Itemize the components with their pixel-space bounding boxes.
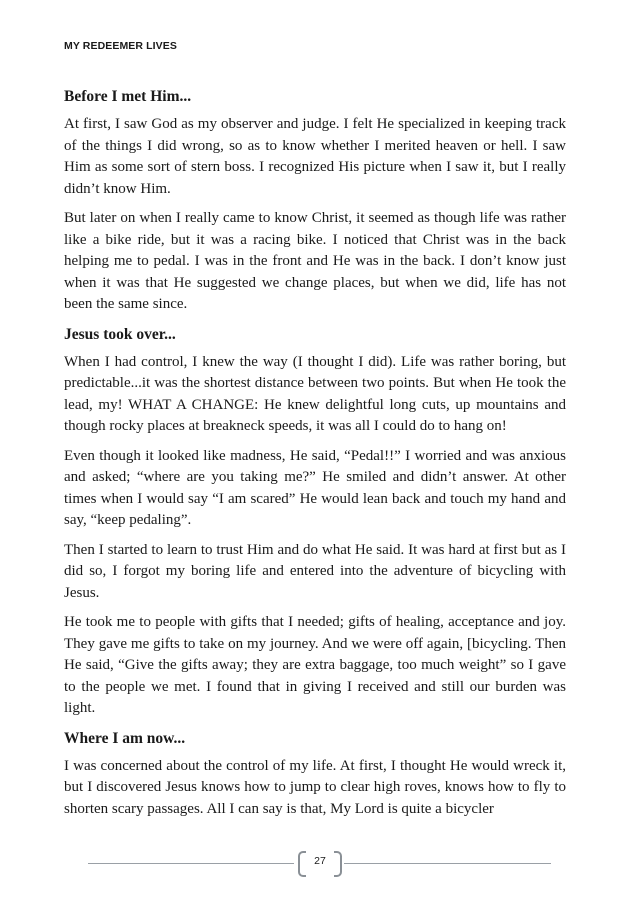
footer-rule-right xyxy=(344,863,551,864)
paragraph: At first, I saw God as my observer and judge. I felt He specialized in keeping track of the things I did wrong, so as to know whether I merited heaven or hell. I saw Him as some sort of stern boss. I recognized His picture when I saw it, but I really didn’t know Him. xyxy=(64,116,566,197)
section-heading: Before I met Him... xyxy=(64,88,192,105)
page-footer xyxy=(0,850,638,876)
section-heading: Jesus took over... xyxy=(64,325,176,343)
right-bracket-ornament xyxy=(334,851,342,877)
footer-rule-left xyxy=(88,863,294,864)
left-bracket-ornament xyxy=(298,851,306,877)
page-number: 27 xyxy=(314,855,326,867)
running-header: MY REDEEMER LIVES xyxy=(64,40,177,52)
section-before-i-met-him xyxy=(64,86,566,316)
section-where-i-am-now xyxy=(64,728,566,821)
paragraph: He took me to people with gifts that I needed; gifts of healing, acceptance and joy. They gave me gifts to take on my journey. And we were off again, [bicycling. Then He said, “Give the gifts away; they are extra baggage, too much weight” so I gave to the people we met. I found that in giving I received and still our burden was light. xyxy=(64,614,566,716)
section-jesus-took-over xyxy=(64,324,566,720)
paragraph: I was concerned about the control of my life. At first, I thought He would wreck it, but I discovered Jesus knows how to jump to clear high roves, knows how to fly to shorten scary passages. All I can say is that, My Lord is quite a bicycler xyxy=(64,757,566,817)
paragraph: But later on when I really came to know Christ, it seemed as though life was rather like a bike ride, but it was a racing bike. I noticed that Christ was in the back helping me to pedal. I was in the front and He was in the back. I don’t know just when it was that He suggested we change places, but when we did, life has not been the same since. xyxy=(64,210,566,312)
paragraph: When I had control, I knew the way (I thought I did). Life was rather boring, but predictable...it was the shortest distance between two points. But when He took the lead, my! WHAT A CHANGE: He knew delightful long cuts, up mountains and though rocky places at breakneck speeds, it was all I could do to hang on! xyxy=(64,353,566,434)
paragraph: Then I started to learn to trust Him and do what He said. It was hard at first but as I did so, I forgot my boring life and entered into the adventure of bicycling with Jesus. xyxy=(64,541,566,601)
paragraph: Even though it looked like madness, He said, “Pedal!!” I worried and was anxious and asked; “where are you taking me?” He smiled and didn’t answer. At other times when I would say “I am scared” He would lean back and touch my hand and say, “keep pedaling”. xyxy=(64,447,566,528)
page-body xyxy=(64,86,566,828)
section-heading: Where I am now... xyxy=(64,729,186,747)
